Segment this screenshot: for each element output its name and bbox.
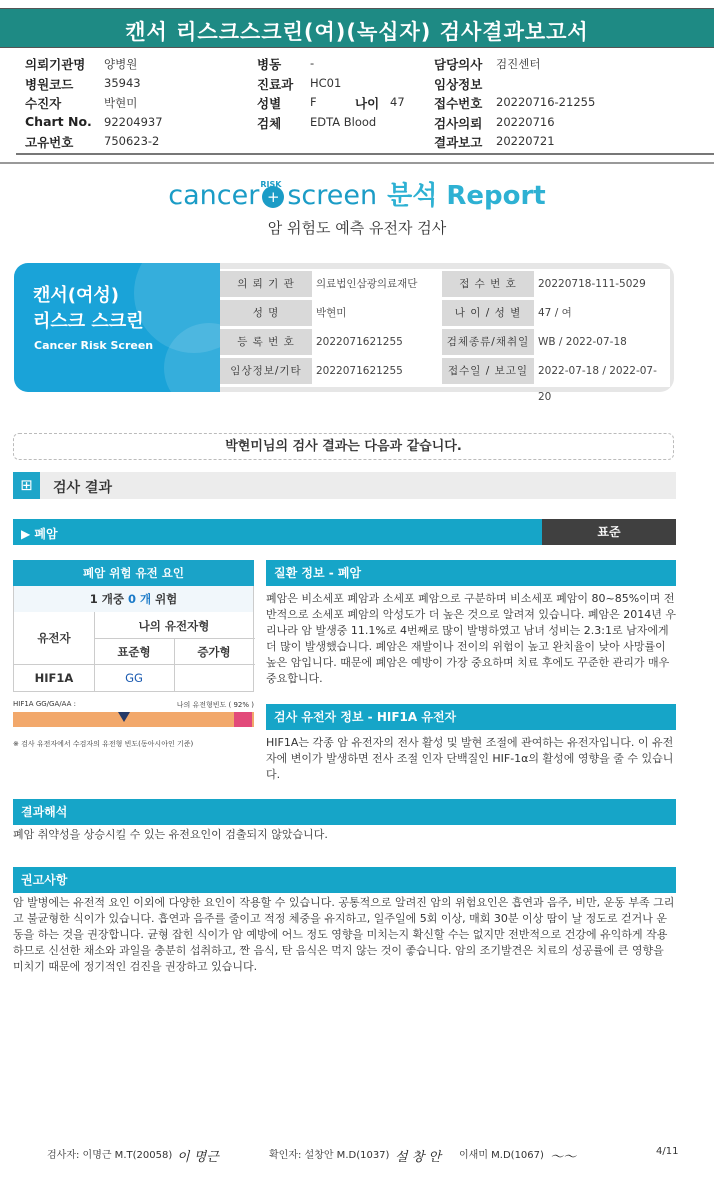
header-divider [16,153,714,155]
risk-count-number: 0 개 [127,592,152,606]
gene-info-title: 검사 유전자 정보 - HIF1A 유전자 [266,704,676,730]
header-label: 결과보고 [434,135,483,150]
info-value: 2022071621255 [316,336,403,348]
header-label: 접수번호 [434,96,483,111]
header-label: 병동 [257,57,282,72]
info-key: 임상정보/기타 [220,358,312,384]
header-value: 35943 [104,76,141,90]
info-key: 등 록 번 호 [220,329,312,355]
risk-count [13,586,254,612]
brand-screen: screen [287,180,378,211]
advice-title: 권고사항 [13,867,676,893]
disease-info-text: 폐암은 비소세포 폐암과 소세포 폐암으로 구분하며 비소세포 폐암이 80~85%이며 전반적으로 소세포 폐암의 악성도가 더 높은 것으로 알려져 있습니다. 폐암은 2014년 우리나라 암 발생중 11.1%로 4번째로 많이 발병하였고 남녀 성비는 2.3:1로 남자에게 더 많이 발생했습니다. 폐암은 재발이나 전이의 위험이 높고 완치율이 낮아 사망률이 높은 암입니다. 때문에 폐암은 예방이 가장 중요하며 치료 후에도 꾸준한 관리가 매우 중요합니다. [266,592,676,685]
genotype-grid [13,612,254,692]
header-label: 검사의뢰 [434,116,483,131]
freq-labels [13,698,254,712]
freq-left-label: HIF1A GG/GA/AA : [13,700,76,708]
header-label: 수진자 [25,96,62,111]
info-value: 의료법인삼광의료재단 [316,278,418,290]
gene-info-text: HIF1A는 각종 암 유전자의 전사 활성 및 발현 조절에 관여하는 유전자입니다. 이 유전자에 변이가 발생하면 전사 조절 인자 단백질인 HIF-1α의 활성에 영향을 줄 수 있습니다. [266,736,674,781]
header-label: 임상정보 [434,77,483,92]
disease-info-panel [266,560,676,687]
increased-column-header: 증가형 [197,645,231,659]
info-value: 47 / 여 [538,307,572,319]
doctor-name: 이새미 M.D(1067) [459,1150,544,1161]
header-value: HC01 [310,76,342,90]
product-panel [14,263,220,392]
cancer-result-bar [13,519,676,545]
info-value: 박현미 [316,307,347,319]
header-label: 성별 [257,96,282,111]
report-title: 캔서 리스크스크린(여)(녹십자) 검사결과보고서 [125,20,589,44]
header-value: EDTA Blood [310,115,377,129]
risk-count-post: 위험 [151,592,178,606]
result-summary: 박현미님의 검사 결과는 다음과 같습니다. [13,433,674,460]
gene-info-panel [266,704,676,783]
page-number: 4/11 [656,1146,679,1157]
info-key: 검체종류/채취일 [442,329,534,355]
genotype-frequency-bar [13,698,254,749]
genotype-column-header: 나의 유전자형 [138,619,210,633]
brand-subtitle: 암 위험도 예측 유전자 검사 [267,219,447,237]
confirmer-signature: 설 창 안 [395,1150,441,1165]
header-label: 검체 [257,116,282,131]
gene-risk-table [13,560,254,692]
header-label: 나이 [355,96,380,111]
brand-logo [0,175,714,215]
gene-column-header: 유전자 [37,631,71,645]
header-label: 진료과 [257,77,294,92]
plus-icon: RISK + [262,186,284,208]
header-value: 750623-2 [104,134,160,148]
info-value: 20220718-111-5029 [538,278,646,290]
tester-signature: 이 명근 [177,1150,219,1165]
gene-name: HIF1A [34,671,74,685]
info-key: 나 이 / 성 별 [442,300,534,326]
chart-plus-icon: ⊞ [13,472,40,499]
doctor-signature: ～～ [550,1150,577,1165]
signature-footer [0,1144,714,1164]
header-label: 담당의사 [434,57,483,72]
info-grid [220,269,670,403]
header-value: 검진센터 [496,57,541,71]
disease-info-title: 질환 정보 - 폐암 [266,560,676,586]
header-value: 20220716 [496,115,555,129]
info-value: 2022-07-18 / 2022-07-20 [538,365,657,403]
gene-table-header: 폐암 위험 유전 요인 [13,560,254,586]
info-key: 의 뢰 기 관 [220,271,312,297]
status-badge: 표준 [542,519,676,545]
freq-bar-risk-segment [234,712,252,727]
header-value: 92204937 [104,115,163,129]
info-value: WB / 2022-07-18 [538,336,627,348]
freq-note: ※ 검사 유전자에서 수검자의 유전형 빈도(동아시아인 기준) [13,740,194,748]
header-label: 고유번호 [25,135,74,150]
info-key: 접수일 / 보고일 [442,358,534,384]
header-label: 병원코드 [25,77,74,92]
header-label: Chart No. [25,114,92,129]
freq-right-label: 나의 유전형빈도 ( 92% ) [176,701,254,709]
brand-risk: RISK [260,180,282,189]
advice-text: 암 발병에는 유전적 요인 이외에 다양한 요인이 작용할 수 있습니다. 공통적으로 알려진 암의 위험요인은 흡연과 음주, 비만, 운동 부족 그리고 불균형한 식이가 있습니다. 흡연과 음주를 줄이고 적정 체중을 유지하고, 일주일에 5회 이상, 매회 30분 이상 땀이 날 정도로 걷거나 운동을 하는 것을 권장합니다. 균형 잡힌 식이가 암 예방에 어느 정도 영향을 미치는지 확신할 수는 없지만 전반적으로 건강에 유익하게 작용하므로 신선한 채소와 과일을 충분히 섭취하고, 짠 음식, 탄 음식은 먹지 않는 것이 좋습니다. 암의 조기발견은 치료의 성공률에 큰 영향을 미치기 때문에 정기적인 검진을 권장하고 있습니다. [13,896,675,973]
header-label: 의뢰기관명 [25,57,86,72]
interpretation-text: 폐암 취약성을 상승시킬 수 있는 유전요인이 검출되지 않았습니다. [13,828,328,841]
confirmer-name: 확인자: 설창안 M.D(1037) [269,1150,390,1161]
standard-genotype-value: GG [125,671,143,685]
header-value: 박현미 [104,96,138,110]
product-title: 캔서(여성) [33,285,120,306]
info-card [14,263,674,403]
header-value: 47 [390,95,405,109]
header-value: 양병원 [104,57,138,71]
brand-cancer: cancer [168,180,260,211]
interpretation-title: 결과해석 [13,799,676,825]
header-value: - [310,56,315,70]
report-title-band [0,8,714,48]
freq-bar-track [13,712,254,727]
product-subtitle: Cancer Risk Screen [34,339,154,352]
section-header [13,472,676,499]
grid-line [14,664,255,665]
tester-name: 검사자: 이명근 M.T(20058) [47,1150,173,1161]
risk-count-pre: 1 개중 [89,592,128,606]
info-value: 2022071621255 [316,365,403,377]
header-value: F [310,95,317,109]
freq-marker-icon [118,712,130,722]
section-title: 검사 결과 [53,480,112,496]
brand-report: 분석 Report [387,181,546,211]
info-key: 접 수 번 호 [442,271,534,297]
standard-column-header: 표준형 [117,645,151,659]
header-divider [0,162,714,164]
cancer-name: ▶ 폐암 [21,527,58,541]
header-value: 20220721 [496,134,555,148]
product-title: 리스크 스크린 [33,311,144,332]
patient-header [0,55,714,153]
header-value: 20220716-21255 [496,95,596,109]
info-key: 성 명 [220,300,312,326]
